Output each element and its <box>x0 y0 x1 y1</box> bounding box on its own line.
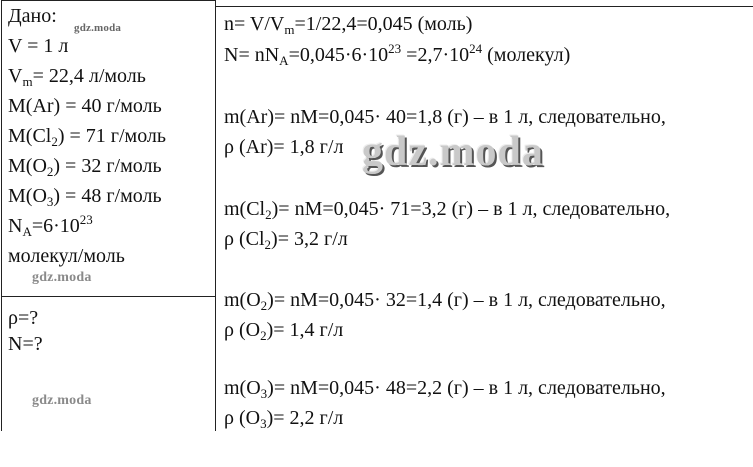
table-left-border <box>1 0 2 431</box>
watermark-middle: gdz.moda <box>32 270 92 285</box>
given-avogadro-unit: молекул/моль <box>8 245 125 267</box>
watermark-bottom: gdz.moda <box>32 393 92 408</box>
solution-o3-density: ρ $(O_3)= 2,2$ г/л <box>224 407 344 431</box>
given-mass-ar: M(Ar) = 40 г/моль <box>8 95 162 117</box>
given-mass-o3: $M(O_3) = 48$ г/моль <box>8 185 162 209</box>
watermark-top: gdz.moda <box>74 22 122 34</box>
solution-cl2-density: ρ $(Cl_2)= 3,2$ г/л <box>224 228 348 252</box>
find-density: ρ=? <box>8 307 39 329</box>
solution-cl2-mass: $m(Cl_2)= nM=0,045\cdot 71=3,2$ (г) – в 1 л, следовательно, <box>224 198 671 222</box>
solution-o2-mass: $m(O_2)= nM=0,045\cdot 32=1,4$ (г) – в 1 л, следовательно, <box>224 289 666 313</box>
find-count: N=? <box>8 333 43 355</box>
given-molar-volume: $V_m= 22,4$ л/моль <box>8 65 146 89</box>
solution-ar-mass: m(Ar)= nM=0,045· 40=1,8 (г) – в 1 л, следовательно, <box>224 106 666 128</box>
solution-moles: $n= V/V_m=1/22,4=0,045$ (моль) <box>224 13 473 37</box>
given-avogadro: $N_A=6\cdot 10^{23}$ <box>8 212 93 239</box>
table-top-border <box>1 0 216 1</box>
solution-o3-mass: $m(O_3)= nM=0,045\cdot 48=2,2$ (г) – в 1 л, следовательно, <box>224 377 666 401</box>
table-divider <box>215 0 216 431</box>
table-top-border-right <box>215 6 753 7</box>
given-volume: V = 1 л <box>8 35 69 57</box>
watermark-large: gdz.moda <box>362 129 544 175</box>
given-header: Дано: <box>8 5 57 27</box>
given-mass-o2: $M(O_2) = 32$ г/моль <box>8 155 162 179</box>
solution-o2-density: ρ $(O_2)= 1,4$ г/л <box>224 319 344 343</box>
given-mass-cl2: $M(Cl_2) = 71$ г/моль <box>8 125 167 149</box>
solution-ar-density: ρ (Ar)= 1,8 г/л <box>224 136 344 158</box>
given-find-divider <box>1 296 216 297</box>
solution-molecules: $N= nN_A=0,045\cdot 6\cdot 10^{23} =2,7\cdot 10^{24}$ (молекул) <box>224 41 571 68</box>
